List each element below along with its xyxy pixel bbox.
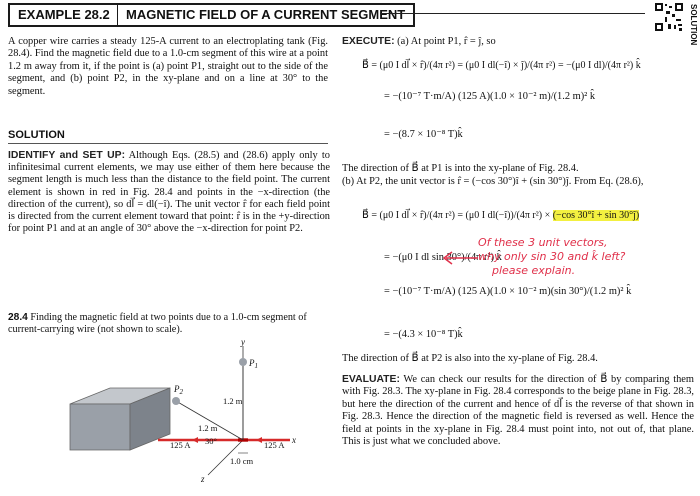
equation-b1-left: B⃗ = (μ0 I dl⃗ × r̂)/(4π r²) = (μ0 I dl(−î))/(4π r²) ×	[362, 210, 551, 221]
identify-setup-paragraph	[8, 150, 330, 235]
current-arrow-right	[256, 437, 262, 443]
angle-label: 30°	[205, 436, 217, 446]
example-number: EXAMPLE 28.2	[8, 3, 118, 27]
solution-heading-block	[8, 129, 328, 144]
figure-caption	[8, 312, 330, 336]
identify-label: IDENTIFY and SET UP:	[8, 150, 126, 161]
y-axis-label: y	[241, 340, 245, 347]
p2-line	[176, 401, 243, 440]
p2-label: $P_2$	[174, 384, 183, 396]
p2-point	[172, 397, 180, 405]
figure-number: 28.4	[8, 312, 28, 323]
current-arrow-left	[192, 437, 198, 443]
evaluate-label: EVALUATE:	[342, 374, 400, 385]
tank-front	[70, 404, 130, 450]
annotation-line-1: Of these 3 unit vectors,	[478, 236, 608, 249]
equation-b1-highlight: (−cos 30°î + sin 30°ĵ)	[552, 210, 640, 221]
distance-1-label: 1.2 m	[223, 396, 243, 406]
current-label-left: 125 A	[170, 440, 191, 450]
problem-statement: A copper wire carries a steady 125-A current to an electroplating tank (Fig. 28.4). Find the magnetic field due to a 1.0-cm segment of this wire at a point 1.2 m away from it, if the point is (a) point P1, straight out to the side of the segment, and (b) point P2, in the xy-plane and on a line at 30° to the segment.	[8, 36, 328, 97]
side-tab-label: SOLUTION	[689, 4, 698, 46]
solution-heading: SOLUTION	[8, 129, 328, 144]
evaluate-text: We can check our results for the direction of B⃗ by comparing them with Fig. 28.3. The xy-plane in Fig. 28.4 corresponds to the beige plane in Fig. 28.3, but here the direction of the current and hence of dl⃗ is the reverse of that shown in Fig. 28.3. Hence the direction of the magnetic field is reversed as well. Hence the field at points in the xy-plane in Fig. 28.4 must point into, not out of, that plane. This is just what we concluded above.	[342, 374, 694, 448]
x-axis-label: x	[292, 435, 296, 445]
part-b-result: The direction of B⃗ at P2 is also into the xy-plane of Fig. 28.4.	[342, 353, 598, 364]
segment-length-label: 1.0 cm	[230, 456, 254, 466]
equation-b3: = −(10⁻⁷ T·m/A) (125 A)(1.0 × 10⁻² m)(sin 30°)/(1.2 m)² k̂	[384, 286, 632, 297]
z-axis-label: z	[201, 474, 205, 484]
equation-a1: B⃗ = (μ0 I dl⃗ × r̂)/(4π r²) = (μ0 I dl(−î) × ĵ)/(4π r²) = −(μ0 I dl)/(4π r²) k̂	[362, 60, 641, 71]
p1-point	[239, 358, 247, 366]
execute-label: EXECUTE:	[342, 36, 395, 47]
annotation-line-3: please explain.	[492, 264, 576, 277]
distance-2-label: 1.2 m	[198, 423, 218, 433]
current-label-right: 125 A	[264, 440, 285, 450]
equation-b2: = −(μ0 I dl sin 30°)/(4π r²) k̂	[384, 252, 502, 263]
qr-code-icon	[654, 2, 684, 32]
annotation-line-2: why only sin 30 and k̂ left?	[478, 250, 626, 263]
part-a-intro-text: (a) At point P1, r̂ = ĵ, so	[397, 36, 496, 47]
annotation-arrow-icon	[440, 240, 480, 270]
equation-b1	[362, 210, 639, 221]
execute-part-a-intro	[342, 36, 496, 47]
identify-text: Although Eqs. (28.5) and (28.6) apply only to infinitesimal current elements, we may use either of them here because the segment length is much less than the distance to the field point. The current element is shown in red in Fig. 28.4 and points in the −x-direction (the direction of the current), so dl⃗ = dl(−î). The unit vector r̂ for each field point is directed from the current element toward that point: r̂ is in the +y-direction for point P1 and at an angle of 30° above the −x-direction for point P2.	[8, 150, 330, 235]
part-a-result: The direction of B⃗ at P1 is into the xy-plane of Fig. 28.4.	[342, 163, 579, 174]
evaluate-paragraph	[342, 374, 694, 448]
part-b-intro: (b) At P2, the unit vector is r̂ = (−cos 30°)î + (sin 30°)ĵ. From Eq. (28.6),	[342, 176, 644, 187]
equation-a3: = −(8.7 × 10⁻⁸ T)k̂	[384, 129, 463, 140]
example-title: MAGNETIC FIELD OF A CURRENT SEGMENT	[117, 3, 415, 27]
p1-label: $P_1$	[249, 358, 258, 370]
equation-a2: = −(10⁻⁷ T·m/A) (125 A)(1.0 × 10⁻² m)/(1.2 m)² k̂	[384, 91, 596, 102]
header-rule	[380, 13, 645, 14]
figure-28-4	[58, 340, 320, 492]
figure-caption-text: Finding the magnetic field at two points due to a 1.0-cm segment of current-carrying wire (not shown to scale).	[8, 312, 307, 336]
equation-b4: = −(4.3 × 10⁻⁸ T)k̂	[384, 329, 463, 340]
